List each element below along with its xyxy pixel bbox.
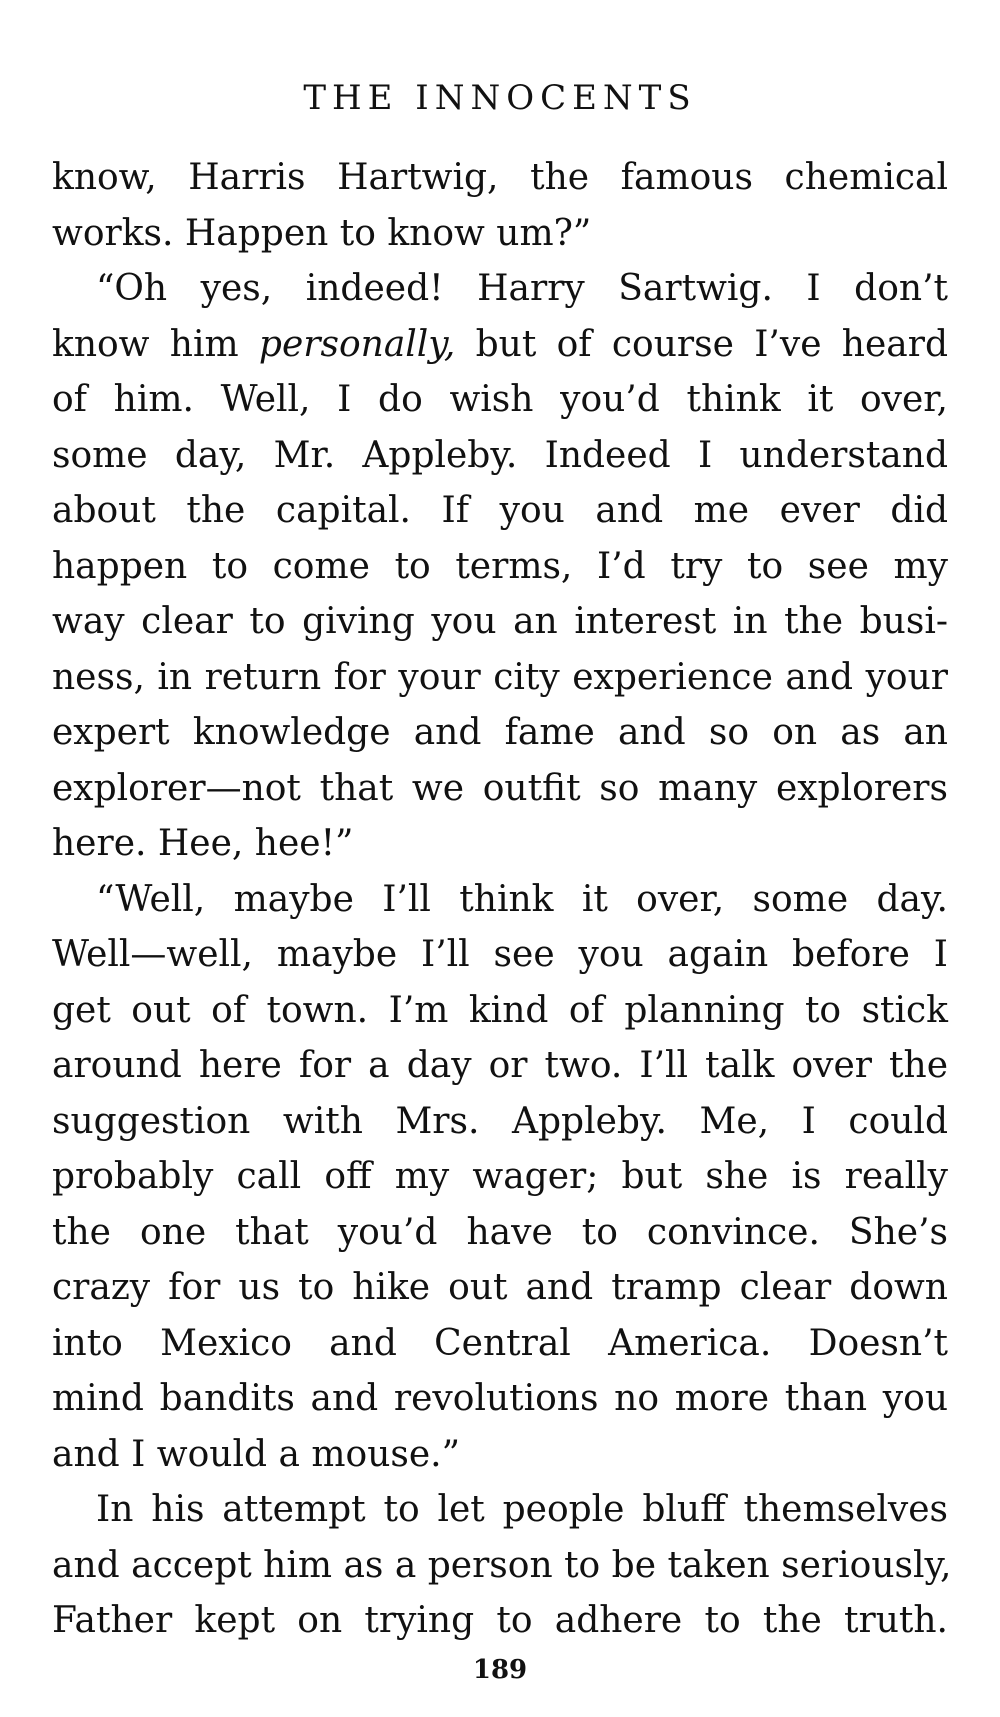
running-head: THE INNOCENTS <box>303 78 697 118</box>
text-line: explorer—not that we outfit so many explorers <box>52 767 948 809</box>
body-text <box>52 150 952 1649</box>
text-line: here. Hee, hee!” <box>52 823 354 864</box>
emphasized-word: personally, <box>258 323 456 365</box>
text-line: probably call off my wager; but she is really <box>52 1156 948 1197</box>
page-number: 189 <box>472 1655 528 1685</box>
text-line: mind bandits and revolutions no more than you <box>52 1378 948 1419</box>
text-line: the one that you’d have to convince. She’s <box>52 1211 948 1253</box>
text-line: ness, in return for your city experience and your <box>52 656 948 698</box>
text-line: and accept him as a person to be taken seriously, <box>52 1544 952 1586</box>
text-line: happen to come to terms, I’d try to see my <box>52 545 948 587</box>
text-line: about the capital. If you and me ever did <box>52 490 948 531</box>
paragraph-1 <box>52 150 948 261</box>
text-line: expert knowledge and fame and so on as an <box>52 712 948 753</box>
text-fragment: but of course I’ve heard <box>455 323 949 365</box>
text-line: In his attempt to let people bluff themselves <box>96 1489 948 1530</box>
text-line: and I would a mouse.” <box>52 1433 461 1475</box>
paragraph-3 <box>52 872 948 1483</box>
paragraph-4 <box>52 1482 952 1649</box>
text-line: into Mexico and Central America. Doesn’t <box>52 1322 948 1364</box>
text-line: works. Happen to know um?” <box>52 212 592 254</box>
text-line: crazy for us to hike out and tramp clear down <box>52 1267 948 1308</box>
text-line: of him. Well, I do wish you’d think it over, <box>52 379 948 420</box>
text-line: way clear to giving you an interest in the busi- <box>52 601 948 642</box>
paragraph-2 <box>52 261 948 872</box>
text-line: Father kept on trying to adhere to the truth. <box>52 1600 948 1641</box>
text-line: around here for a day or two. I’ll talk over the <box>52 1045 948 1086</box>
text-line-with-emphasis <box>52 317 948 373</box>
text-line: “Well, maybe I’ll think it over, some day. <box>96 878 948 920</box>
text-line: Well—well, maybe I’ll see you again before I <box>52 934 948 975</box>
text-line: “Oh yes, indeed! Harry Sartwig. I don’t <box>96 268 948 309</box>
text-fragment: know him <box>52 323 259 365</box>
text-line: get out of town. I’m kind of planning to stick <box>52 989 948 1031</box>
text-line: some day, Mr. Appleby. Indeed I understand <box>52 434 948 476</box>
text-line: suggestion with Mrs. Appleby. Me, I could <box>52 1100 948 1142</box>
text-line: know, Harris Hartwig, the famous chemical <box>52 157 948 198</box>
